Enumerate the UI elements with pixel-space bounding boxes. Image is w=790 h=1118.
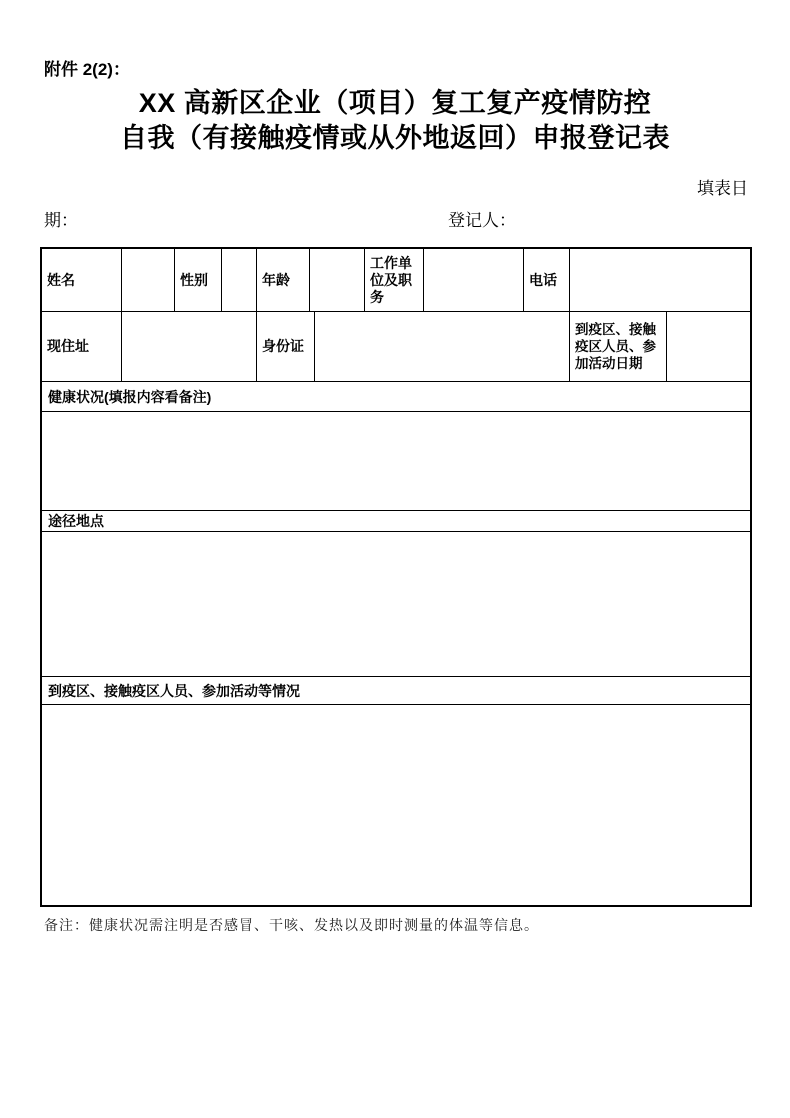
fill-date-label-line1: 填表日 (697, 179, 748, 198)
registration-table (40, 247, 752, 907)
registrar-label: 登记人： (448, 211, 516, 230)
id-card-input-cell[interactable] (315, 312, 570, 382)
epidemic-date-label-cell: 到疫区、接触疫区人员、参加活动日期 (570, 312, 667, 382)
epidemic-date-input-cell[interactable] (667, 312, 750, 382)
address-label-cell: 现住址 (42, 312, 122, 382)
name-label-cell: 姓名 (42, 249, 122, 312)
activity-header: 到疫区、接触疫区人员、参加活动等情况 (42, 677, 750, 705)
phone-label-cell: 电话 (524, 249, 570, 312)
work-unit-label-cell: 工作单位及职务 (365, 249, 424, 312)
health-status-header: 健康状况(填报内容看备注) (42, 382, 750, 412)
activity-input-area[interactable] (42, 705, 750, 905)
name-input-cell[interactable] (122, 249, 175, 312)
work-unit-input-cell[interactable] (424, 249, 524, 312)
id-card-label-cell: 身份证 (257, 312, 315, 382)
address-input-cell[interactable] (122, 312, 257, 382)
route-header: 途径地点 (42, 511, 750, 532)
gender-input-cell[interactable] (222, 249, 257, 312)
note-text: 备注：健康状况需注明是否感冒、干咳、发热以及即时测量的体温等信息。 (44, 919, 539, 934)
route-input-area[interactable] (42, 532, 750, 677)
gender-label-cell: 性别 (175, 249, 222, 312)
phone-input-cell[interactable] (570, 249, 750, 312)
health-status-input-area[interactable] (42, 412, 750, 511)
form-title-line-2: 自我（有接触疫情或从外地返回）申报登记表 (120, 123, 670, 153)
age-input-cell[interactable] (310, 249, 365, 312)
form-title (0, 86, 790, 156)
attachment-label: 附件 2(2)： (44, 60, 130, 79)
form-title-line-1: XX 高新区企业（项目）复工复产疫情防控 (138, 88, 652, 118)
age-label-cell: 年龄 (257, 249, 310, 312)
fill-date-label-line2: 期： (44, 211, 78, 230)
